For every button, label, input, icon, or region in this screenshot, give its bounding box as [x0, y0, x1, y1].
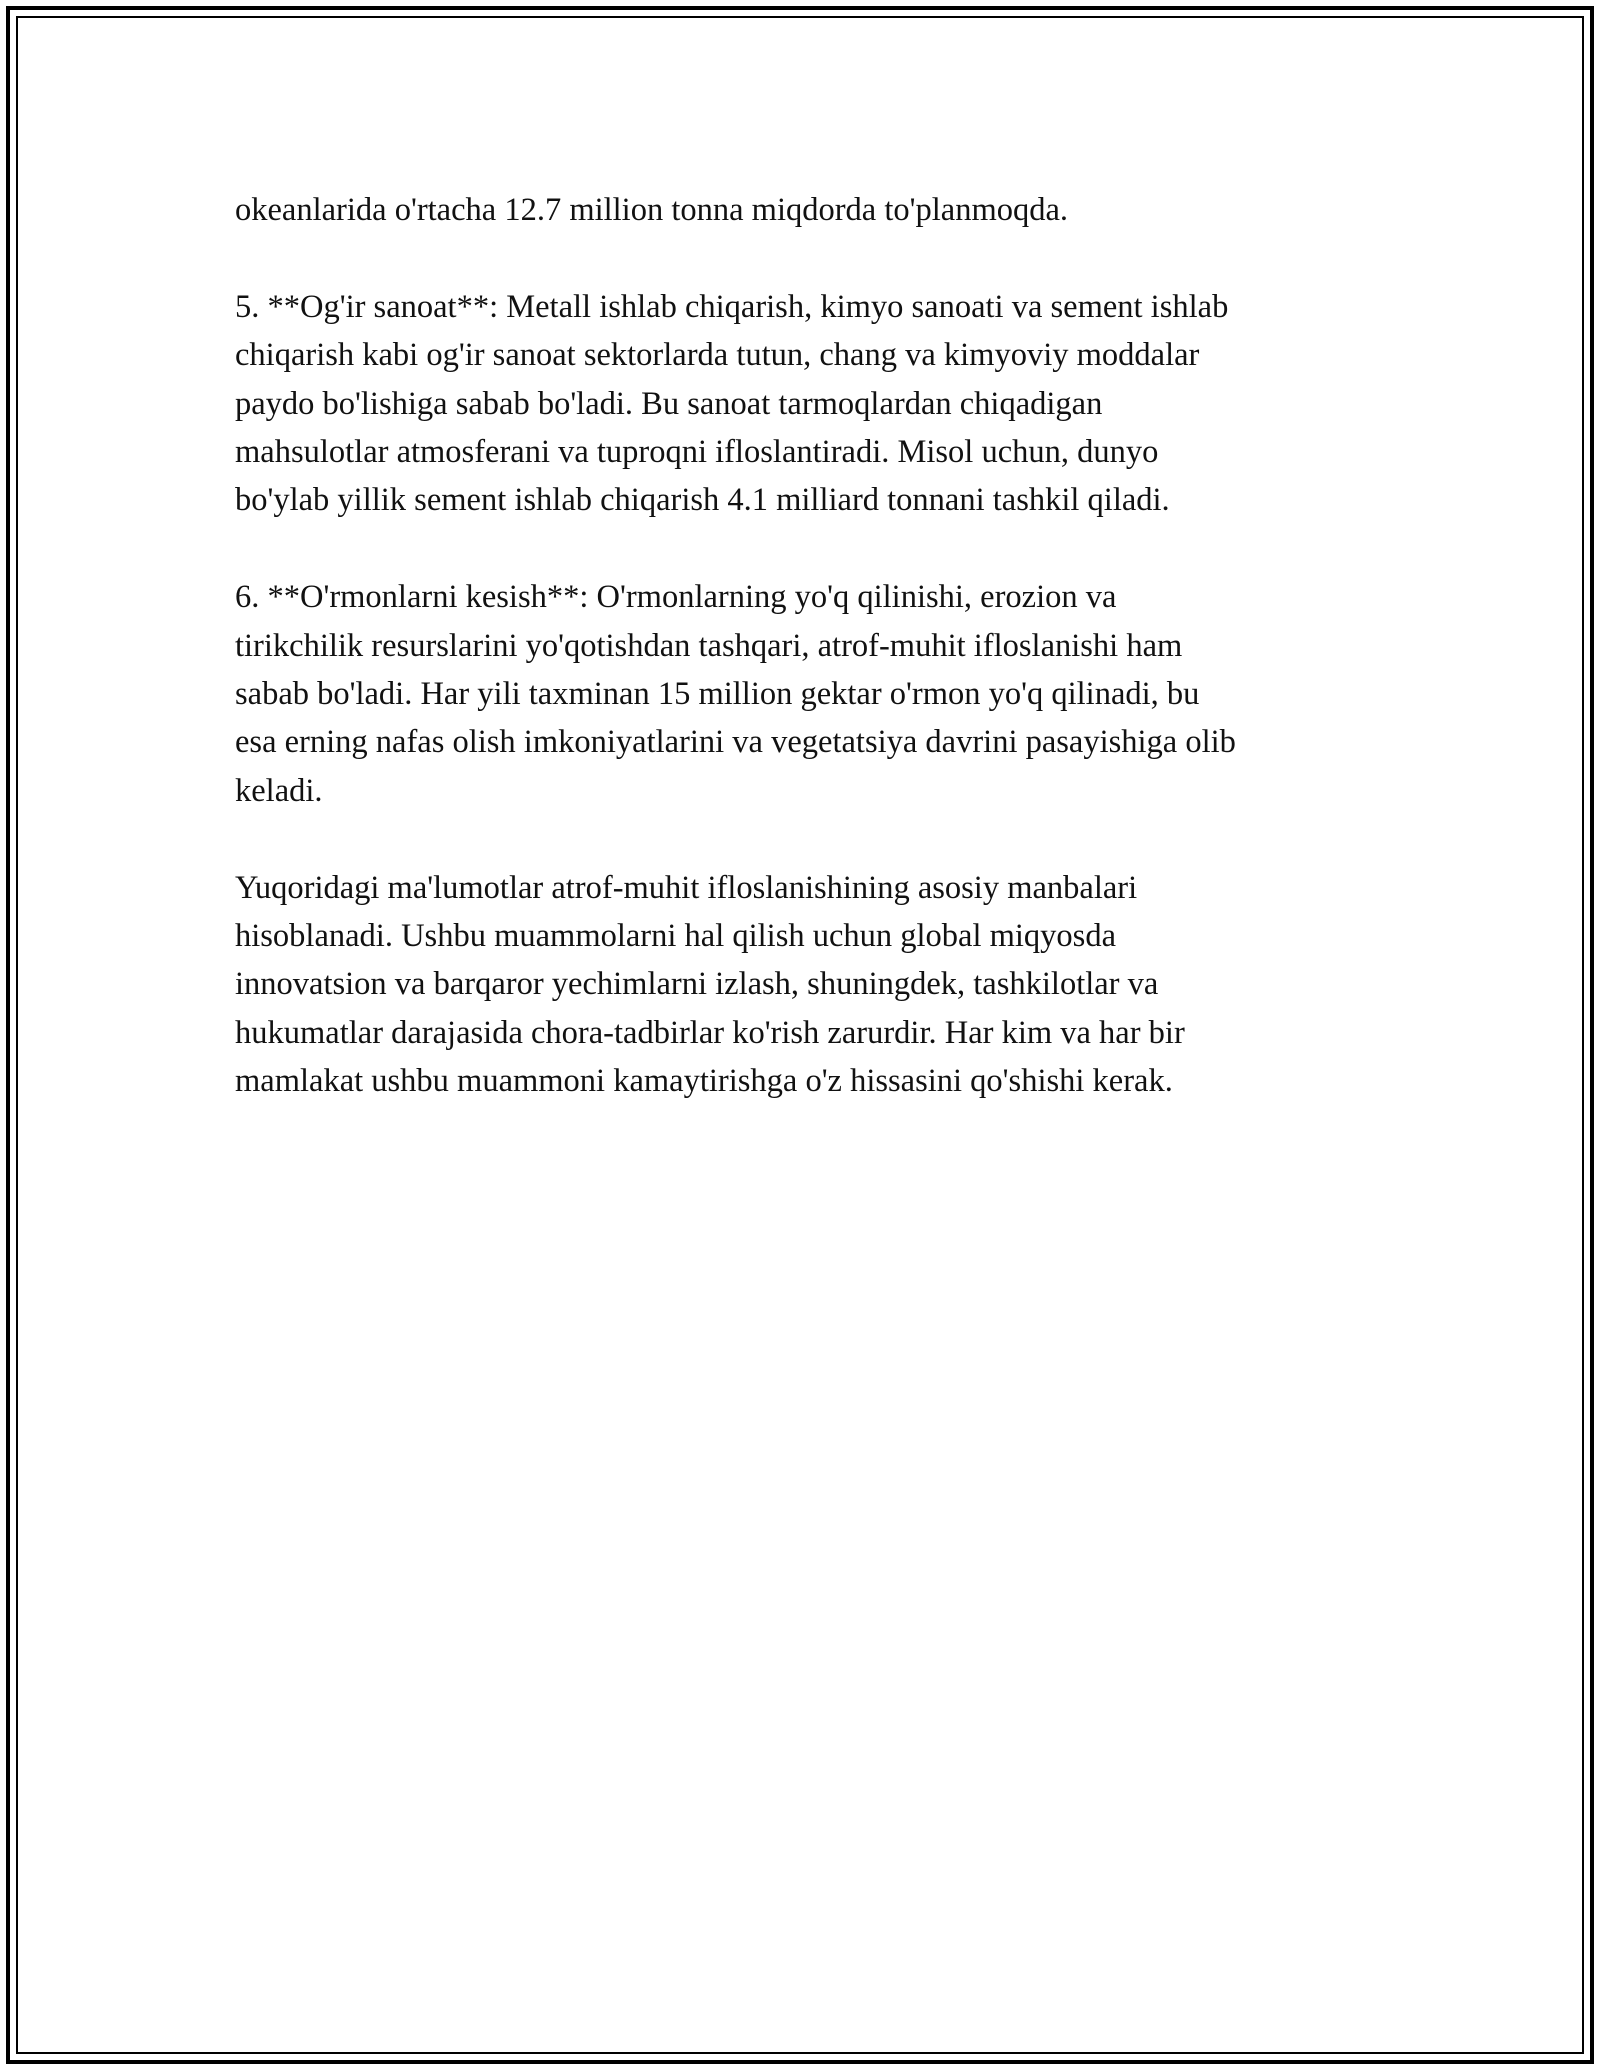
- text-line: mahsulotlar atmosferani va tuproqni ifloslantiradi. Misol uchun, dunyo: [235, 434, 1159, 471]
- text-line: okeanlarida o'rtacha 12.7 million tonna miqdorda to'planmoqda.: [235, 192, 1069, 228]
- text-line: sabab bo'ladi. Har yili taxminan 15 million gektar o'rmon yo'q qilinadi, bu: [235, 676, 1200, 713]
- text-line: mamlakat ushbu muammoni kamaytirishga o'z hissasini qo'shishi kerak.: [235, 1063, 1173, 1100]
- text-line: Yuqoridagi ma'lumotlar atrof-muhit ifloslanishining asosiy manbalari: [235, 869, 1138, 906]
- paragraph-conclusion: [235, 864, 1375, 1106]
- text-line: 6. **O'rmonlarni kesish**: O'rmonlarning yo'q qilinishi, erozion va: [235, 579, 1117, 616]
- text-line: esa erning nafas olish imkoniyatlarini va vegetatsiya davrini pasayishiga olib: [235, 724, 1236, 761]
- text-line: hisoblanadi. Ushbu muammolarni hal qilish uchun global miqyosda: [235, 918, 1117, 955]
- text-line: 5. **Og'ir sanoat**: Metall ishlab chiqarish, kimyo sanoati va sement ishlab: [235, 288, 1229, 325]
- paragraph-heavy-industry: [235, 283, 1375, 525]
- paragraph-deforestation: [235, 573, 1375, 815]
- text-line: tirikchilik resurslarini yo'qotishdan tashqari, atrof-muhit ifloslanishi ham: [235, 627, 1183, 664]
- document-body: [235, 186, 1375, 1154]
- text-line: paydo bo'lishiga sabab bo'ladi. Bu sanoat tarmoqlardan chiqadigan: [235, 385, 1103, 422]
- text-line: innovatsion va barqaror yechimlarni izlash, shuningdek, tashkilotlar va: [235, 966, 1159, 1003]
- text-line: hukumatlar darajasida chora-tadbirlar ko'rish zarurdir. Har kim va har bir: [235, 1014, 1185, 1051]
- text-line: chiqarish kabi og'ir sanoat sektorlarda tutun, chang va kimyoviy moddalar: [235, 337, 1200, 374]
- paragraph-plastic-continuation: [235, 186, 1375, 234]
- text-line: keladi.: [235, 772, 323, 809]
- text-line: bo'ylab yillik sement ishlab chiqarish 4.1 milliard tonnani tashkil qiladi.: [235, 482, 1170, 519]
